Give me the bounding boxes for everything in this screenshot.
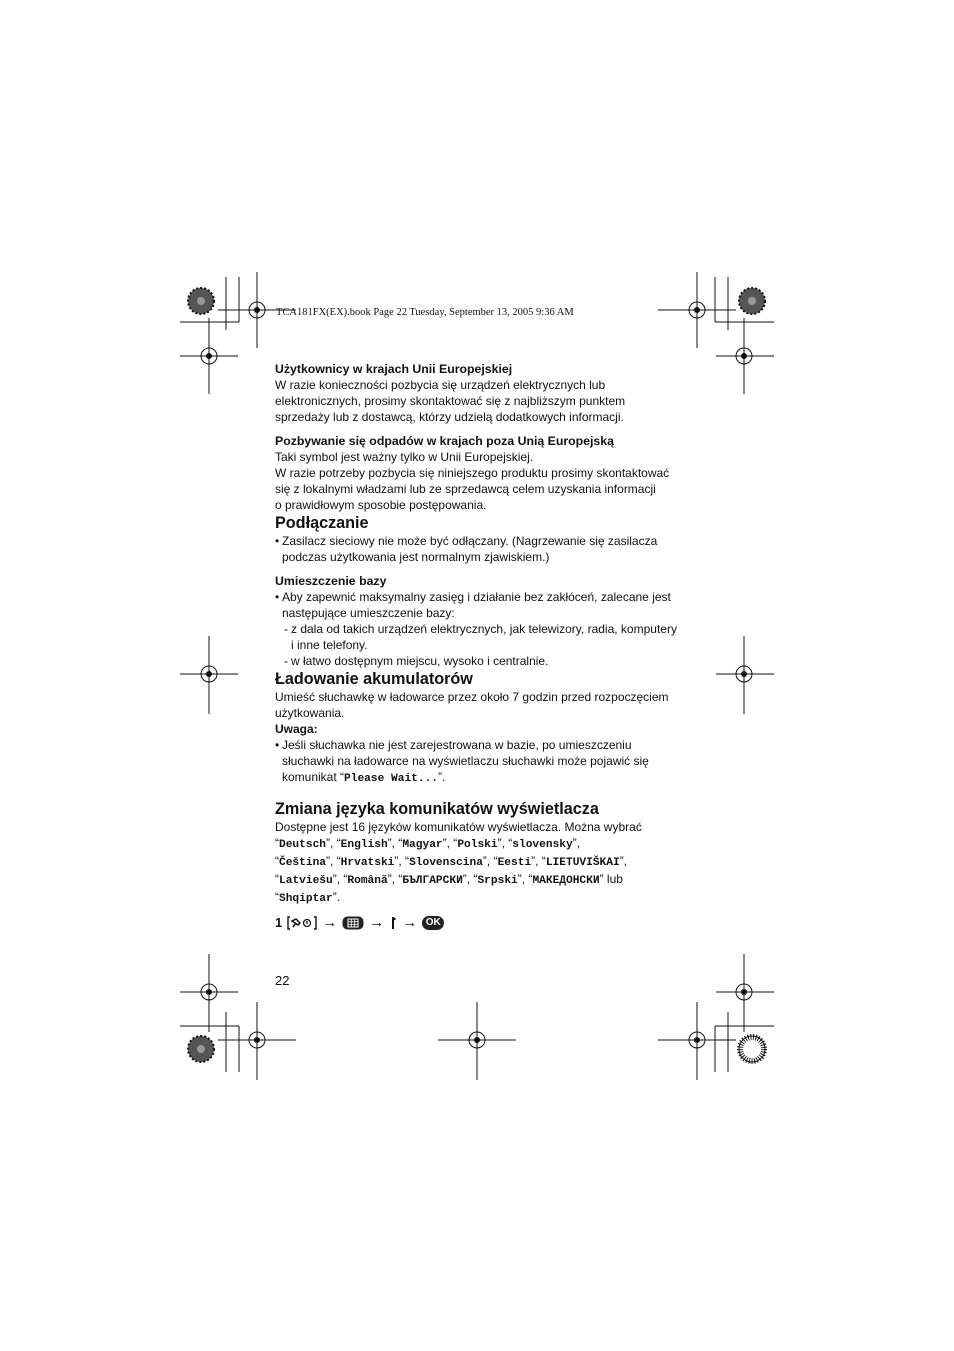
ok-key-icon: OK: [422, 916, 444, 930]
arrow-right-icon: →: [369, 914, 385, 931]
language-option: slovensky: [512, 839, 573, 851]
connect-bullet: [275, 533, 685, 565]
language-option: МАКЕДОНСКИ: [532, 875, 600, 887]
note-label: Uwaga:: [275, 722, 318, 736]
step-1: [275, 915, 685, 931]
handset-icon: [389, 916, 397, 930]
message-suffix: ”.: [438, 770, 446, 784]
keypad-icon: [342, 916, 364, 930]
language-option: LIETUVIŠKAI: [545, 857, 620, 869]
or-word: lub: [606, 872, 623, 886]
note-bullet: [275, 737, 685, 787]
language-line: “Deutsch”, “English”, “Magyar”, “Polski”, “slovensky”,: [275, 836, 581, 851]
bullet-line: • Jeśli słuchawka nie jest zarejestrowana w bazie, po umieszczeniu: [282, 738, 632, 752]
non-eu-text-line: o prawidłowym sposobie postępowania.: [275, 498, 487, 512]
dash-line: - z dala od takich urządzeń elektrycznych, jak telewizory, radia, komputery: [291, 622, 677, 636]
charging-text-line: Umieść słuchawkę w ładowarce przez około 7 godzin przed rozpoczęciem: [275, 690, 669, 704]
non-eu-text-line: Taki symbol jest ważny tylko w Unii Europejskiej.: [275, 450, 534, 464]
base-placement-heading: Umieszczenie bazy: [275, 574, 387, 588]
language-option: Čeština: [279, 857, 326, 869]
language-option: Polski: [457, 839, 498, 851]
bullet-line: [282, 769, 685, 787]
print-header: TCA181FX(EX).book Page 22 Tuesday, September 13, 2005 9:36 AM: [276, 307, 574, 318]
language-line: “Latviešu”, “Română”, “БЪЛГАРСКИ”, “Srpski”, “МАКЕДОНСКИ” lub: [275, 872, 623, 887]
non-eu-disposal-heading: Pozbywanie się odpadów w krajach poza Unią Europejską: [275, 434, 614, 448]
language-option: БЪЛГАРСКИ: [402, 875, 463, 887]
display-message: Please Wait...: [344, 773, 439, 785]
connecting-heading: Podłączanie: [275, 514, 369, 532]
eu-text-line: W razie konieczności pozbycia się urządzeń elektrycznych lub: [275, 378, 606, 392]
language-option: Deutsch: [279, 839, 326, 851]
language-option: Hrvatski: [340, 857, 395, 869]
language-intro: Dostępne jest 16 języków komunikatów wyświetlacza. Można wybrać: [275, 820, 642, 834]
language-line: “Čeština”, “Hrvatski”, “Slovenscina”, “Eesti”, “LIETUVIŠKAI”,: [275, 854, 628, 869]
placement-dash-item: [275, 621, 685, 653]
language-option: Shqiptar: [279, 893, 333, 905]
message-prefix: komunikat “: [282, 770, 345, 784]
arrow-right-icon: →: [402, 914, 418, 931]
language-option: Eesti: [497, 857, 532, 869]
language-line: “Shqiptar”.: [275, 890, 341, 905]
language-option: Srpski: [477, 875, 518, 887]
arrow-right-icon: →: [322, 914, 338, 931]
language-option: Latviešu: [279, 875, 333, 887]
eu-text-line: elektronicznych, prosimy skontaktować się z najbliższym punktem: [275, 394, 626, 408]
bullet-line: słuchawki na ładowarce na wyświetlaczu słuchawki może pojawić się: [282, 754, 649, 768]
step-number: 1: [275, 915, 283, 930]
placement-bullet: [275, 589, 685, 621]
page-content: [275, 361, 685, 931]
language-heading: Zmiana języka komunikatów wyświetlacza: [275, 800, 599, 818]
non-eu-text-line: W razie potrzeby pozbycia się niniejszego produktu prosimy skontaktować: [275, 466, 670, 480]
bullet-line: podczas użytkowania jest normalnym zjawiskiem.): [282, 550, 550, 564]
charging-heading: Ładowanie akumulatorów: [275, 670, 473, 688]
placement-dash-item: [275, 653, 685, 669]
dash-line: i inne telefony.: [291, 638, 368, 652]
language-option: Slovenscina: [409, 857, 483, 869]
eu-users-heading: Użytkownicy w krajach Unii Europejskiej: [275, 362, 513, 376]
language-option: English: [340, 839, 388, 851]
language-option: Magyar: [402, 839, 443, 851]
language-option: Română: [347, 875, 388, 887]
charging-text-line: użytkowania.: [275, 706, 345, 720]
page-number: 22: [275, 973, 290, 988]
menu-key-icon: [287, 916, 317, 930]
bullet-line: • Zasilacz sieciowy nie może być odłączany. (Nagrzewanie się zasilacza: [282, 534, 658, 548]
eu-text-line: sprzedaży lub z dostawcą, którzy udzielą dodatkowych informacji.: [275, 410, 624, 424]
bullet-line: następujące umieszczenie bazy:: [282, 606, 455, 620]
non-eu-text-line: się z lokalnymi władzami lub ze sprzedawcą celem uzyskania informacji: [275, 482, 656, 496]
bullet-line: • Aby zapewnić maksymalny zasięg i działanie bez zakłóceń, zalecane jest: [282, 590, 671, 604]
dash-line: - w łatwo dostępnym miejscu, wysoko i centralnie.: [291, 654, 549, 668]
